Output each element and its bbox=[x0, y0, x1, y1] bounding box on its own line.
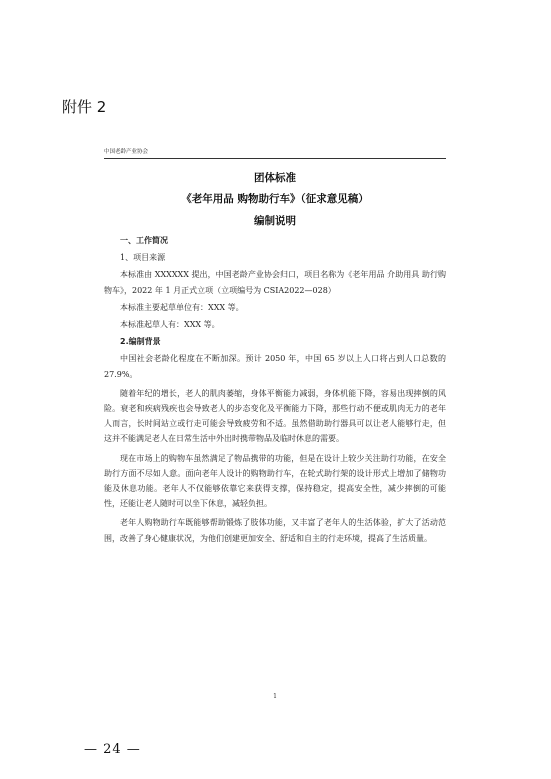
attachment-label: 附件 2 bbox=[62, 98, 107, 116]
title-line-1: 团体标准 bbox=[254, 172, 296, 184]
paragraph: 现在市场上的购物车虽然满足了物品携带的功能，但是在设计上较少关注助行功能，在安全助行方面不尽如人意。面向老年人设计的购物助行车，在轮式助行架的设计形式上增加了储物功能及休息功能。老年人不仅能够依靠它来获得支撑，保持稳定，提高安全性，减少摔倒的可能性，还能让老人随时可以坐下休息，减轻负担。 bbox=[104, 453, 446, 509]
subsection-heading-1: 1、项目来源 bbox=[120, 253, 166, 263]
subsection-heading-2: 2.编制背景 bbox=[120, 337, 161, 347]
org-name: 中国老龄产业协会 bbox=[104, 149, 149, 155]
section-heading-1: 一、工作简况 bbox=[120, 236, 168, 245]
outer-page-number: — 24 — bbox=[84, 742, 141, 757]
title-line-2: 《老年用品 购物助行车》（征求意见稿） bbox=[181, 193, 369, 205]
paragraph: 本标准主要起草单位有：XXX 等。 bbox=[120, 302, 244, 312]
paragraph: 本标准由 XXXXXX 提出，中国老龄产业协会归口，项目名称为《老年用品 介助用具 助行购物车》，2022 年 1 月正式立项（立项编号为 CSIA2022—028） bbox=[104, 270, 446, 295]
title-line-3: 编制说明 bbox=[254, 215, 296, 227]
paragraph: 中国社会老龄化程度在不断加深。预计 2050 年，中国 65 岁以上人口将占到人口总数的 27.9%。 bbox=[104, 354, 446, 379]
inner-page-number: 1 bbox=[273, 693, 277, 700]
paragraph: 老年人购物助行车既能够帮助锻炼了肢体功能，又丰富了老年人的生活体验，扩大了活动范围，改善了身心健康状况，为他们创建更加安全、舒适和自主的行走环境，提高了生活质量。 bbox=[104, 518, 446, 543]
paragraph: 随着年纪的增长，老人的肌肉萎缩，身体平衡能力减弱，身体机能下降，容易出现摔倒的风险。衰老和疾病残疾也会导致老人的步态变化及平衡能力下降，那些行动不便或肌肉无力的老年人而言，长时间站立或行走可能会导致疲劳和不适。虽然借助助行器具可以让老人能够行走，但这并不能满足老人在日常生活中外出时携带物品及临时休息的需要。 bbox=[104, 388, 446, 444]
header-rule bbox=[104, 158, 446, 159]
body-content bbox=[104, 233, 446, 546]
paragraph: 本标准起草人有：XXX 等。 bbox=[120, 320, 220, 330]
